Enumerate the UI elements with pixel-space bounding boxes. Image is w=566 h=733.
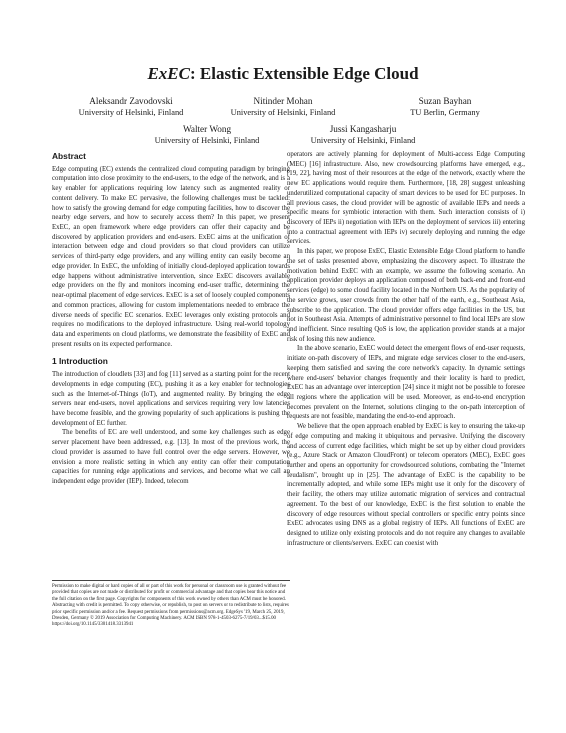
paper-title [0,64,566,84]
paragraph: In this paper, we propose ExEC, Elastic Extensible Edge Cloud platform to handle the set of tasks presented above, emphasizing the discovery aspect. To illustrate the motivation behind ExEC with an example, we assume the following scenario. An application provider deploys an application composed of both back-end and front-end services (edge) to some cloud facility located in the Northern US. As the popularity of the service grows, user crowds from the other half of the earth, e.g., Southeast Asia, subscribe to the application. The cloud provider offers edge facilities in the US, but not in Southeast Asia. Attempts of administrative personnel to find local IEPs are slow and inefficient. Since resulting QoS is low, the application provider stands at a major risk of losing this new audience. [287,248,525,343]
author-block [66,96,196,118]
title-italic: ExEC [147,64,190,83]
abstract-text: Edge computing (EC) extends the centralized cloud computing paradigm by bringing computation into close proximity to the end-users, to the edge of the network, and is a key enabler for applications requiring low latency such as augmented reality or content delivery. To make EC pervasive, the following challenges must be tackled: how to satisfy the growing demand for edge computing facilities, how to discover the nearby edge servers, and how to securely access them? In this paper, we present ExEC, an open framework where edge providers can offer their capacity and be discovered by application providers and end-users. ExEC aims at the unification of interaction between edge and cloud providers so that cloud providers can utilize services of third-party edge providers, and any willing entity can easily become an edge provider. In ExEC, the unfolding of initially cloud-deployed application towards edge happens without administrative intervention, since ExEC discovers available edge providers on the fly and monitors incoming end-user traffic, determining the near-optimal placement of edge services. ExEC is a set of loosely coupled components and common practices, allowing for custom implementations needed to embrace the diverse needs of specific EC scenarios. ExEC leverages only existing protocols and requires no modifications to the deployed infrastructure. Using real-world topology data and experiments on cloud platforms, we demonstrate the feasibility of ExEC and present results on its expected performance. [52,165,290,348]
author-block [218,96,348,118]
right-column [287,150,525,548]
author-affiliation: TU Berlin, Germany [410,108,480,117]
paragraph: The benefits of EC are well understood, and some key challenges such as edge server placement have been addressed, e.g. [13]. In most of the previous work, the cloud provider is assumed to have full control over the edge servers. However, we envision a more realistic setting in which any entity can offer their computation capacities for running edge applications and services, and become what we call an independent edge provider (IEP). Indeed, telecom [52,429,290,485]
title-rest: : Elastic Extensible Edge Cloud [189,64,419,83]
author-name: Walter Wong [182,124,232,134]
author-affiliation: University of Helsinki, Finland [230,108,336,117]
paragraph: We believe that the open approach enabled by ExEC is key to ensuring the take-up of edge computing and making it ubiquitous and pervasive. Unifying the discovery and access of current edge facilities, which might be set up by either cloud providers (e.g., Azure Stack or Amazon CloudFront) or telecom operators (MEC), ExEC goes further and opens an opportunity for crowdsourced solutions, combating the "Internet feudalism", brought up in [25]. The advantage of ExEC is the capability to be incrementally adopted, and while some IEPs might use it only for the discovery of their facility, the others may utilize automatic migration of services and contractual agreement. To the best of our knowledge, ExEC is the first solution to enable the discovery of edge resources without special controllers or specific entry points since ExEC advocates using DNS as a global registry of IEPs. All functions of ExEC are designed to utilize only existing protocols and do not require any changes to available infrastructure or clients/servers. ExEC can coexist with [287,423,525,547]
author-name: Jussi Kangasharju [329,124,397,134]
paragraph: The introduction of cloudlets [33] and fog [11] served as a starting point for the recent developments in edge computing (EC), pushing it as a key enabler for technologies such as the Internet-of-Things (IoT), and augmented reality. By bringing the edge servers near end-users, novel applications and services requiring very low latencies have become feasible, and the growing popularity of such applications is pushing the development of EC further. [52,371,290,427]
abstract-heading: Abstract [52,151,86,161]
section-heading: 1 Introduction [52,356,108,367]
author-name: Nitinder Mohan [253,96,313,106]
author-name: Suzan Bayhan [418,96,472,106]
paragraph: operators are actively planning for deployment of Multi-access Edge Computing (MEC) [16] infrastructure. Also, new crowdsourcing platforms have emerged, e.g., [19, 22], having most of their resources at the edge of the network, exactly where the new EC applications would require them. Furthermore, [18, 28] suggest unleashing underutilized computational capacity of smart devices to be used for EC purposes. In all previous cases, the cloud provider will be agnostic of available IEPs and needs a specific means for symbiotic interaction with them. Such interaction consists of i) discovery of IEPs ii) negotiation with IEPs on the deployment of services iii) entering into a contractual agreement with IEPs iv) securely deploying and running the edge services. [287,151,525,246]
copyright-footnote: Permission to make digital or hard copies of all or part of this work for personal or classroom use is granted without fee provided that copies are not made or distributed for profit or commercial advantage and that copies bear this notice and the full citation on the first page. Copyrights for components of this work owned by others than ACM must be honored. Abstracting with credit is permitted. To copy otherwise, or republish, to post on servers or to redistribute to lists, requires prior specific permission and/or a fee. Request permissions from permissions@acm.org. EdgeSys '19, March 25, 2019, Dresden, Germany © 2019 Association for Computing Machinery. ACM ISBN 978-1-4503-6275-7/19/03...$15.00 https://doi.org/10.1145/3301418.3313941 [52,580,290,629]
author-affiliation: University of Helsinki, Finland [78,108,184,117]
author-affiliation: University of Helsinki, Finland [310,136,416,145]
paragraph: In the above scenario, ExEC would detect the emergent flows of end-user requests, initiate on-path discovery of IEPs, and migrate edge services closer to the end-users, keeping them satisfied and saving the core network's capacity. In dynamic settings where end-users' behavior changes frequently and their locality is hard to predict, ExEC has an advantage over interception [24] since it might not be possible to foresee all regions where the application will be used. Moreover, as end-to-end encryption becomes prevalent on the Internet, solutions clinging to the on-path interception of requests are not feasible, mandating the end-to-end approach. [287,345,525,421]
left-column [52,150,290,487]
author-block [142,124,272,146]
author-block [298,124,428,146]
author-block [380,96,510,118]
author-affiliation: University of Helsinki, Finland [154,136,260,145]
author-name: Aleksandr Zavodovski [89,96,173,106]
